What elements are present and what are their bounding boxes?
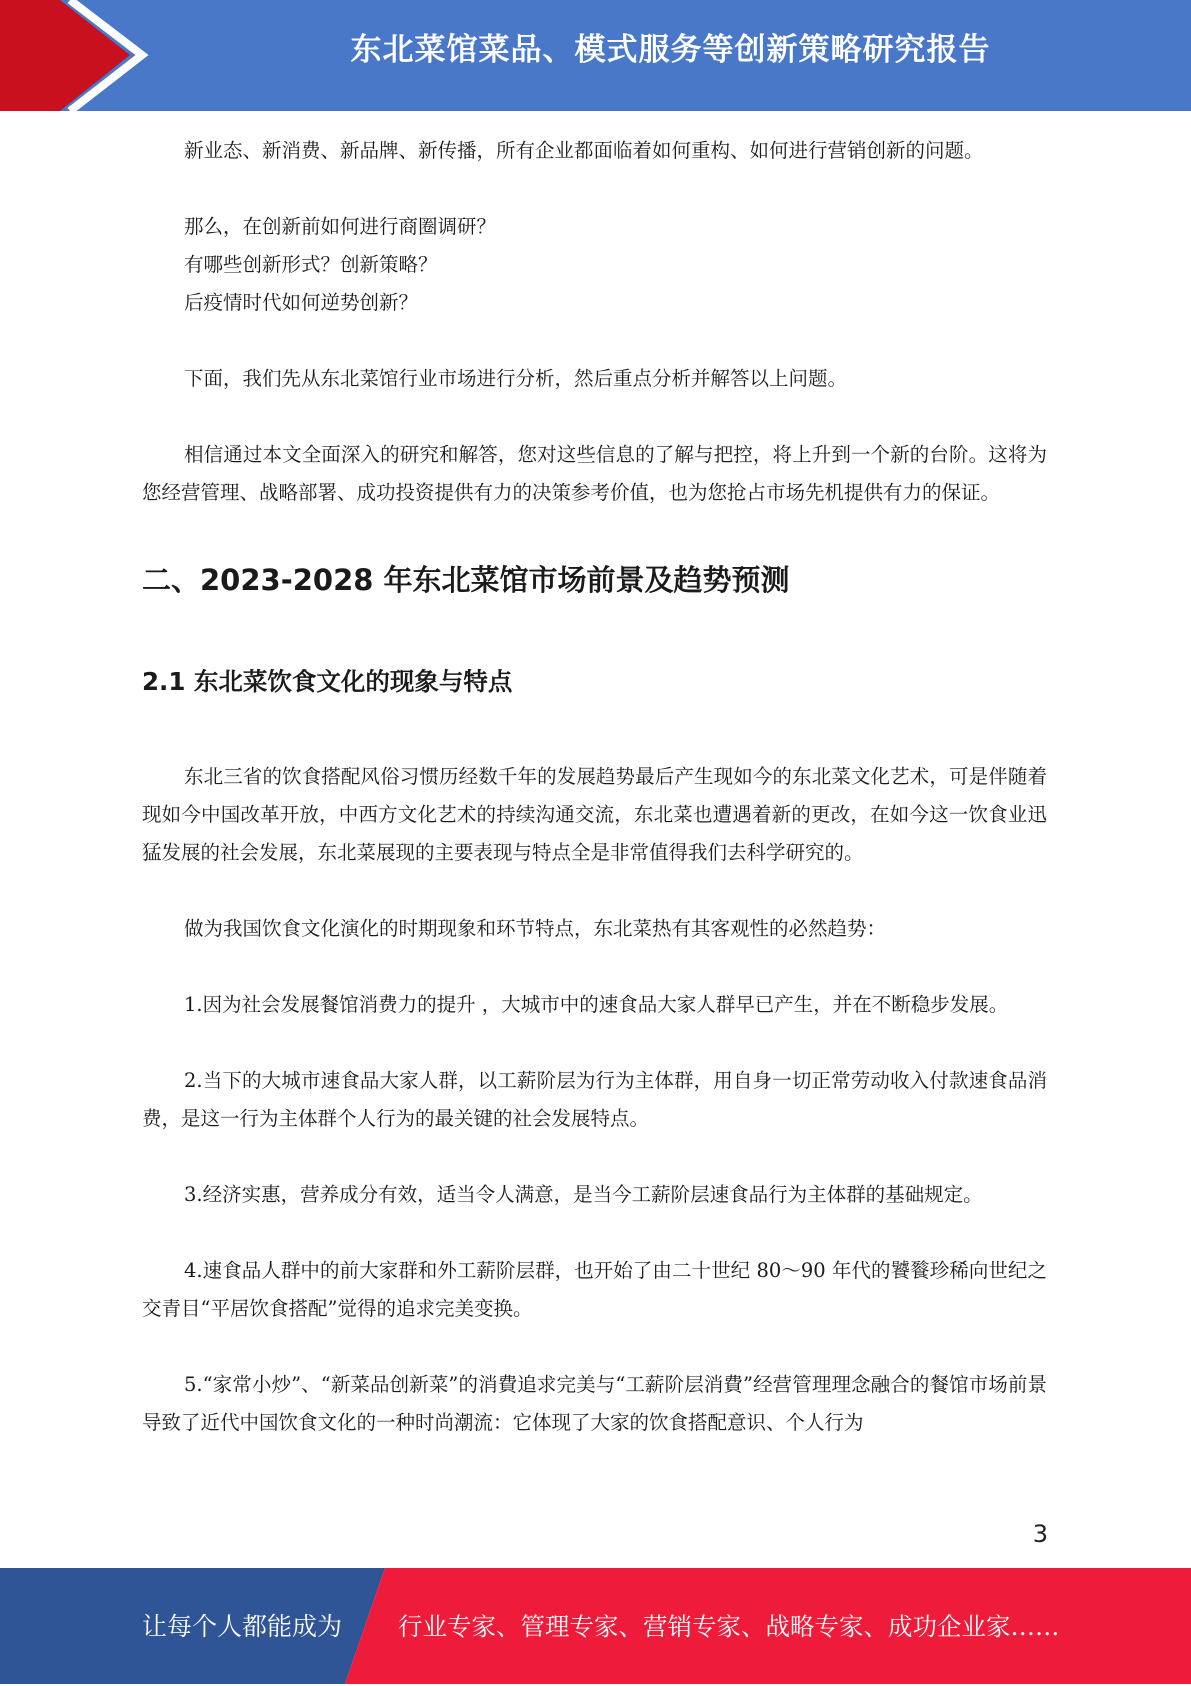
page-header	[0, 0, 1191, 111]
body-paragraph-2: 做为我国饮食文化演化的时期现象和环节特点，东北菜热有其客观性的必然趋势：	[184, 917, 887, 940]
list-item: 5.“家常小炒”、“新菜品创新菜”的消費追求完美与“工薪阶层消費”经营管理理念融合的餐馆市场前景导致了近代中国饮食文化的一种时尚潮流：它体现了大家的饮食搭配意识、个人行为	[142, 1373, 1047, 1434]
list-item: 1.因为社会发展餐馆消费力的提升 ，大城市中的速食品大家人群早已产生，并在不断稳步发展。	[184, 993, 1009, 1016]
document-title: 东北菜馆菜品、模式服务等创新策略研究报告	[350, 32, 991, 68]
list-item: 4.速食品人群中的前大家群和外工薪阶层群，也开始了由二十世纪 80～90 年代的饕餮珍稀向世纪之交青目“平居饮食搭配”觉得的追求完美变换。	[142, 1259, 1047, 1320]
page-body	[142, 132, 1047, 1442]
subsection-heading: 2.1 东北菜饮食文化的现象与特点	[142, 667, 513, 696]
page-number: 3	[1032, 1520, 1048, 1548]
list-item: 3.经济实惠，营养成分有效，适当令人满意，是当今工薪阶层速食品行为主体群的基础规定。	[184, 1183, 983, 1206]
list-item: 2.当下的大城市速食品大家人群，以工薪阶层为行为主体群，用自身一切正常劳动收入付款速食品消费，是这一行为主体群个人行为的最关键的社会发展特点。	[142, 1069, 1047, 1130]
section-heading: 二、2023-2028 年东北菜馆市场前景及趋势预测	[142, 563, 790, 597]
intro-question-2: 有哪些创新形式？创新策略？	[184, 253, 438, 276]
intro-question-3: 后疫情时代如何逆势创新？	[184, 291, 419, 314]
body-paragraph-1: 东北三省的饮食搭配风俗习惯历经数千年的发展趋势最后产生现如今的东北菜文化艺术，可是伴随着现如今中国改革开放，中西方文化艺术的持续沟通交流，东北菜也遭遇着新的更改，在如今这一饮食业迅猛发展的社会发展，东北菜展现的主要表现与特点全是非常值得我们去科学研究的。	[142, 765, 1047, 864]
footer-slogan-right: 行业专家、管理专家、营销专家、战略专家、成功企业家……	[398, 1612, 1060, 1641]
header-arrow-decoration	[0, 0, 160, 111]
footer-slogan-left: 让每个人都能成为	[142, 1612, 343, 1641]
page-footer	[0, 1568, 1191, 1684]
intro-paragraph-3: 相信通过本文全面深入的研究和解答，您对这些信息的了解与把控，将上升到一个新的台阶。这将为您经营管理、战略部署、成功投资提供有力的决策参考价值，也为您抢占市场先机提供有力的保证。	[142, 443, 1047, 504]
intro-paragraph-2: 下面，我们先从东北菜馆行业市场进行分析，然后重点分析并解答以上问题。	[184, 367, 848, 390]
intro-paragraph-1: 新业态、新消费、新品牌、新传播，所有企业都面临着如何重构、如何进行营销创新的问题。	[184, 139, 984, 162]
intro-question-1: 那么，在创新前如何进行商圈调研？	[184, 215, 497, 238]
